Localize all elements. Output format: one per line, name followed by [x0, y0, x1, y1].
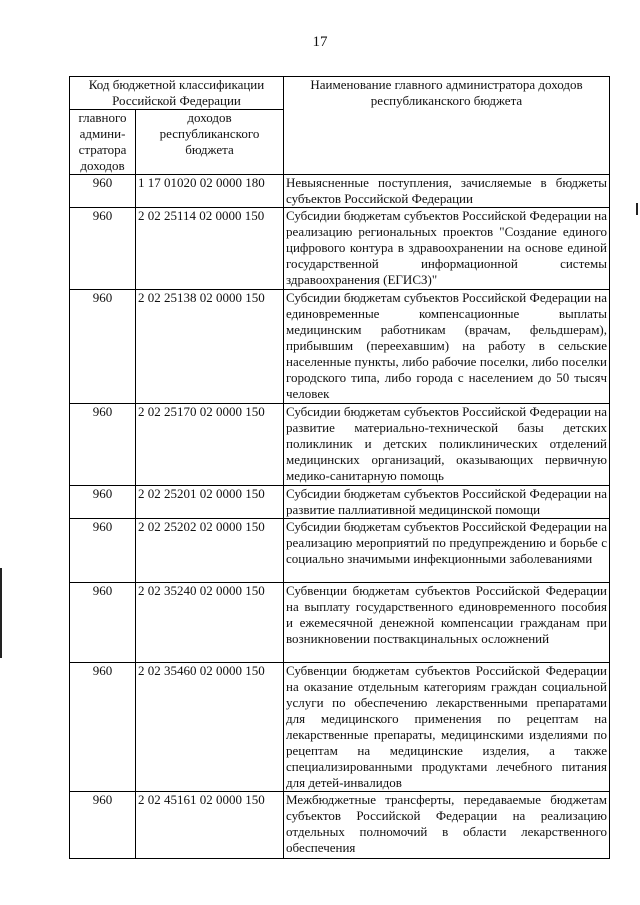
scan-margin-mark [636, 203, 638, 215]
income-name-cell: Невыясненные поступления, зачисляемые в бюджеты субъектов Российской Федерации [284, 175, 610, 208]
income-name-cell: Субсидии бюджетам субъектов Российской Федерации на единовременные компенсационные выплаты медицинским работникам (врачам, фельдшерам), прибывшим (переехавшим) на работу в сельские населенные пункты, либо рабочие поселки, либо поселки городского типа, либо города с населением до 50 тысяч человек [284, 290, 610, 404]
income-code-cell: 2 02 25114 02 0000 150 [136, 208, 284, 290]
income-name-cell: Межбюджетные трансферты, передаваемые бюджетам субъектов Российской Федерации на реализацию отдельных полномочий в области лекарственного обеспечения [284, 792, 610, 859]
budget-classification-table [69, 76, 610, 859]
admin-code-cell: 960 [70, 290, 136, 404]
income-code-cell: 2 02 45161 02 0000 150 [136, 792, 284, 859]
scan-margin-mark [0, 568, 2, 658]
income-name-cell: Субвенции бюджетам субъектов Российской Федерации на выплату государственного единовременного пособия и ежемесячной денежной компенсации гражданам при возникновении поствакцинальных осложнений [284, 583, 610, 663]
income-code-cell: 2 02 25138 02 0000 150 [136, 290, 284, 404]
admin-code-cell: 960 [70, 208, 136, 290]
page-number: 17 [312, 34, 328, 50]
admin-code-cell: 960 [70, 519, 136, 583]
table-row [70, 663, 610, 792]
income-name-cell: Субсидии бюджетам субъектов Российской Федерации на реализацию региональных проектов "Создание единого цифрового контура в здравоохранении на основе единой государственной информационной системы здравоохранения (ЕГИСЗ)" [284, 208, 610, 290]
header-administrator-name: Наименование главного администратора доходов республиканского бюджета [284, 77, 610, 175]
table-row [70, 519, 610, 583]
admin-code-cell: 960 [70, 663, 136, 792]
admin-code-cell: 960 [70, 404, 136, 486]
header-republican-budget-income: доходов республиканского бюджета [136, 110, 284, 175]
income-code-cell: 2 02 25170 02 0000 150 [136, 404, 284, 486]
table-row [70, 290, 610, 404]
income-code-cell: 2 02 25202 02 0000 150 [136, 519, 284, 583]
table-row [70, 486, 610, 519]
admin-code-cell: 960 [70, 175, 136, 208]
header-budget-classification-code: Код бюджетной классификации Российской Федерации [70, 77, 284, 110]
table-row [70, 583, 610, 663]
income-code-cell: 2 02 25201 02 0000 150 [136, 486, 284, 519]
income-code-cell: 1 17 01020 02 0000 180 [136, 175, 284, 208]
header-main-administrator: главного админи-стратора доходов [70, 110, 136, 175]
table-row [70, 792, 610, 859]
income-code-cell: 2 02 35240 02 0000 150 [136, 583, 284, 663]
table-row [70, 208, 610, 290]
table-row [70, 404, 610, 486]
admin-code-cell: 960 [70, 583, 136, 663]
income-code-cell: 2 02 35460 02 0000 150 [136, 663, 284, 792]
income-name-cell: Субвенции бюджетам субъектов Российской Федерации на оказание отдельным категориям граждан социальной услуги по обеспечению лекарственными препаратами для медицинского применения по рецептам на лекарственные препараты, медицинскими изделиями по рецептам на медицинские изделия, а также специализированными продуктами лечебного питания для детей-инвалидов [284, 663, 610, 792]
admin-code-cell: 960 [70, 792, 136, 859]
income-name-cell: Субсидии бюджетам субъектов Российской Федерации на развитие материально-технической базы детских поликлиник и детских поликлинических отделений медицинских организаций, оказывающих первичную медико-санитарную помощь [284, 404, 610, 486]
table-row [70, 175, 610, 208]
income-name-cell: Субсидии бюджетам субъектов Российской Федерации на реализацию мероприятий по предупреждению и борьбе с социально значимыми инфекционными заболеваниями [284, 519, 610, 583]
admin-code-cell: 960 [70, 486, 136, 519]
income-name-cell: Субсидии бюджетам субъектов Российской Федерации на развитие паллиативной медицинской помощи [284, 486, 610, 519]
